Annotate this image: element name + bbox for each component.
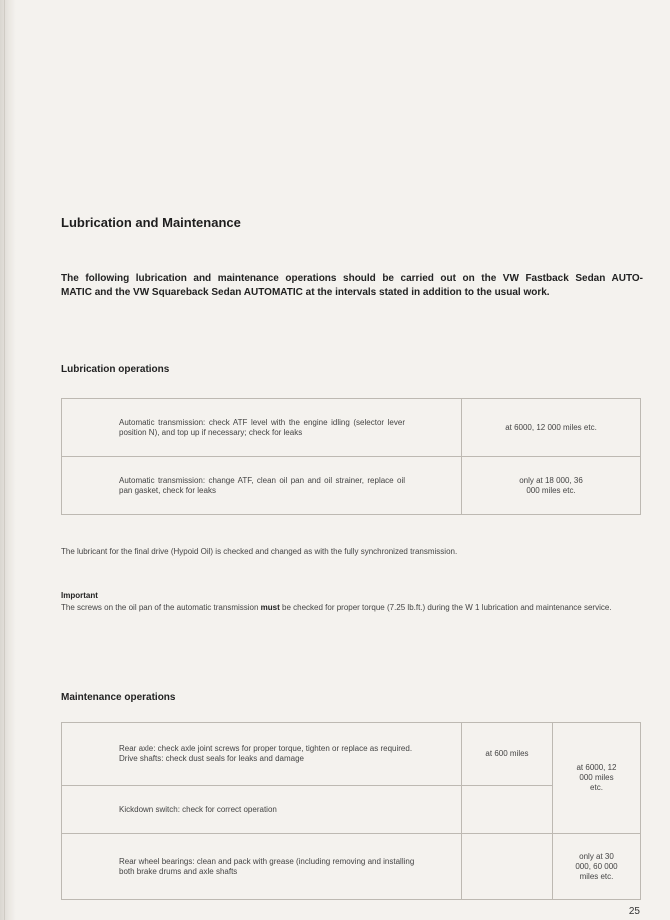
page-binding-edge <box>4 0 5 920</box>
important-text <box>61 603 645 613</box>
intro-paragraph <box>61 272 643 300</box>
operation-cell: Rear wheel bearings: clean and pack with grease (including removing and installing both brake drums and axle shafts <box>62 834 462 900</box>
lubrication-table <box>61 398 641 515</box>
intro-line-1: The following lubrication and maintenance operations should be carried out on the VW Fastback Sedan AUTO- <box>61 273 643 284</box>
operation-cell: Kickdown switch: check for correct operation <box>62 786 462 834</box>
interval-text: only at 30 000, 60 000 miles etc. <box>575 851 618 881</box>
intro-line-2: MATIC and the VW Squareback Sedan AUTOMATIC at the intervals stated in addition to the usual work. <box>61 287 550 298</box>
interval-cell <box>462 834 553 900</box>
lubrication-heading: Lubrication operations <box>61 364 170 375</box>
operation-cell: Automatic transmission: check ATF level with the engine idling (selector lever position N), and top up if necessary; check for leaks <box>62 399 462 457</box>
interval-text: at 6000, 12 000 miles etc. <box>505 422 597 432</box>
interval-cell <box>462 786 553 834</box>
interval-cell: at 600 miles <box>462 723 553 786</box>
page-title: Lubrication and Maintenance <box>61 215 241 230</box>
operation-line: Drive shafts: check dust seals for leaks and damage <box>119 754 304 763</box>
shared-interval-cell <box>553 723 641 834</box>
interval-cell <box>462 457 641 515</box>
important-text-end: be checked for proper torque (7.25 lb.ft.) during the W 1 lubrication and maintenance service. <box>279 603 612 612</box>
table-row <box>62 834 641 900</box>
page-binding-shadow <box>0 0 16 920</box>
page-number: 25 <box>628 906 640 917</box>
maintenance-table <box>61 722 641 900</box>
final-drive-note: The lubricant for the final drive (Hypoid Oil) is checked and changed as with the fully synchronized transmission. <box>61 547 458 556</box>
interval-cell <box>553 834 641 900</box>
important-text-start: The screws on the oil pan of the automatic transmission <box>61 603 261 612</box>
table-row <box>62 399 641 457</box>
table-row <box>62 457 641 515</box>
important-label: Important <box>61 591 98 600</box>
operation-line: Rear axle: check axle joint screws for proper torque, tighten or replace as required. <box>119 744 413 753</box>
maintenance-heading: Maintenance operations <box>61 692 176 703</box>
operation-cell: Automatic transmission: change ATF, clean oil pan and oil strainer, replace oil pan gasket, check for leaks <box>62 457 462 515</box>
table-row <box>62 723 641 786</box>
important-emphasis: must <box>260 603 280 612</box>
operation-cell <box>62 723 462 786</box>
interval-text: only at 18 000, 36 000 miles etc. <box>519 475 583 495</box>
interval-cell <box>462 399 641 457</box>
interval-text: at 6000, 12 000 miles etc. <box>576 763 617 792</box>
